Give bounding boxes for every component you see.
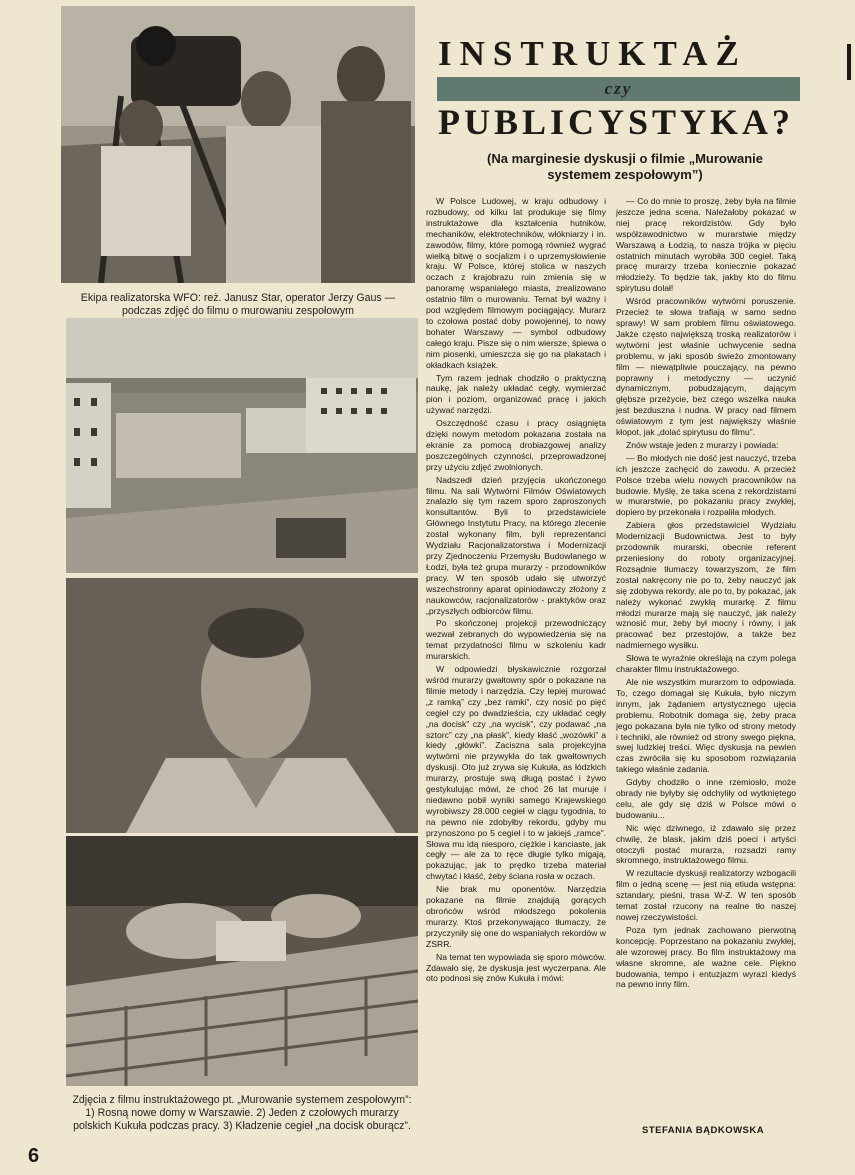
headline-connector: czy (604, 79, 633, 98)
photo-caption-bottom: Zdjęcia z filmu instruktażowego pt. „Murowanie systemem zespołowym”: 1) Rosną nowe domy w Warszawie. 2) Jeden z czołowych murarzy polskich Kukuła podczas pracy. 3) Kładzenie cegieł „na docisk oburącz”. (72, 1094, 412, 1132)
page-number: 6 (28, 1145, 40, 1167)
photo-laying-bricks (66, 836, 418, 1086)
paragraph: W Polsce Ludowej, w kraju odbudowy i rozbudowy, od kilku lat produkuje się filmy instruktażowe dla kształcenia hutników, mechaników, elektrotechników, włókniarzy i in. zawodów, filmy, które pomogą również wygrać wielką bitwę o socjalizm i o uprzemysłowienie kraju. W Polsce, której stolica w naszych oczach z krajobrazu ruin zmienia się w panoramę wspaniałego miasta, zrealizowano ostatnio film o murowaniu. Temat był ważny i pod względem filmowym pociągający. Murarz to czołowa postać doby powojennej, to nowy bohater Warszawy — symbol odbudowy całego kraju. Pisze się o nim wiersze, śpiewa o nim piosenki, umieszcza się go na plakatach i okładkach książek. (426, 196, 606, 370)
photo-bricklayer-kukula (66, 578, 418, 833)
paragraph: Nie brak mu oponentów. Narzędzia pokazane na filmie znajdują gorących obrońców wśród młodszego pokolenia murarzy. Ktoś przekonywająco tłumaczy, że przyczyniły się one do wspaniałych rekordów w ZSRR. (426, 884, 606, 949)
photo-warsaw-buildings (66, 318, 418, 573)
article-column-2 (616, 196, 796, 1136)
headline-connector-band (437, 77, 800, 101)
paragraph: Oszczędność czasu i pracy osiągnięta dzięki nowym metodom pokazana została na ekranie za pomocą drobiazgowej analizy poszczególnych czynności, przeprowadzonej przy użyciu zdjęć zwolnionych. (426, 418, 606, 472)
article-author: STEFANIA BĄDKOWSKA (642, 1125, 765, 1136)
paragraph: Tym razem jednak chodziło o praktyczną naukę, jak należy układać cegły, wymierzać pion i poziom, organizować pracę i jakich używać narzędzi. (426, 372, 606, 416)
page-edge-bar (847, 44, 851, 80)
photo-caption-top: Ekipa realizatorska WFO: reż. Janusz Star, operator Jerzy Gaus — podczas zdjęć do filmu o murowaniu zespołowym (80, 292, 396, 317)
paragraph: W odpowiedzi błyskawicznie rozgorzał wśród murarzy gwałtowny spór o pokazane na filmie metody i narzędzia. Czy lepiej murować „z ramką” czy „bez ramki”, czy nosić po pięć cegieł czy po dwadzieścia, czy układać cegły „na docisk” czy „na wycisk”, czy podawać „na sztorc” czy „na płask”, kiedy kłaść „wozówki” a kiedy „główki”. Zaciszna sala projekcyjna wytwórni nie przywykła do tak gwałtownych dyskusji. Oto już zrywa się Kukuła, as łódzkich murarzy, prostuje swą długą postać i żywo gestykulując mówi, że choć 26 lat muruje i niedawno pobił wyniki samego Krajewskiego wyrobiwszy 28.000 cegieł w ciągu tygodnia, to na pewno nie zdobyłby rekordu, gdyby mu przynoszono po 5 cegieł i to w jakiejś „ramce”. Słowa mu idą niesporo, ciężkie i kanciaste, jak cegły — ale za to ręce długie tylko migają, pokazując, jak to prędko trzeba materiał chwytać i kłaść, żeby ściana rosła w oczach. (426, 664, 606, 882)
paragraph: Gdyby chodziło o inne rzemiosło, może obrady nie byłyby się odchyliły od wytkniętego celu, ale gdy się dziś w Polsce mówi o budowaniu... (616, 777, 796, 820)
paragraph: Po skończonej projekcji przewodniczący wezwał zebranych do wypowiedzenia się na temat przydatności filmu w szkoleniu kadr murarskich. (426, 618, 606, 662)
headline-line-2: PUBLICYSTYKA? (438, 102, 795, 142)
paragraph: Znów wstaje jeden z murarzy i powiada: (626, 439, 779, 450)
paragraph: Na temat ten wypowiada się sporo mówców. Zdawało się, że dyskusja jest wyczerpana. Ale oto podnosi się znów Kukuła i mówi: (426, 951, 606, 984)
paragraph: Nic więc dziwnego, iż zdawało się przez chwilę, że blask, jakim dziś poeci i artyści otoczyli postać murarza, rozsadzi ramy skromnego, instruktażowego filmu. (616, 822, 796, 866)
paragraph: W rezultacie dyskusji realizatorzy wzbogacili film o jedną scenę — jest nią etiuda wstępna: sztandary, pieśni, trasa W-Z. W ten sposób temat został rzucony na realne tło naszej nowej rzeczywistości. (616, 868, 796, 922)
headline-line-1: INSTRUKTAŻ (438, 34, 747, 73)
paragraph: Nadszedł dzień przyjęcia ukończonego filmu. Na sali Wytwórni Filmów Oświatowych znalazło się tym razem sporo zaproszonych konsultantów. Byli to przedstawiciele Głównego Instytutu Pracy, na którego zlecenie został wykonany film, byli reprezentanci Wydziału Racjonalizatorstwa i Modernizacji przy Zjednoczeniu Przemysłu Budowlanego w Łodzi, była też grupa murarzy - przodowników pracy. W ten sposób udało się utworzyć wszechstronny aparat opiniodawczy złożony z naukowców, racjonalizatorów - praktyków oraz „przyszłych odbiorców filmu. (426, 474, 606, 616)
article-column-1 (426, 196, 606, 1126)
paragraph: Słowa te wyraźnie określają na czym polega charakter filmu instruktażowego. (616, 653, 796, 675)
paragraph: — Co do mnie to proszę, żeby była na filmie jeszcze jedna scena. Należałoby pokazać w niej pracę rekordzistów. Gdy było współzawodnictwo w murarstwie między Warszawą a Łodzią, to nasza trójka w pięciu ostatnich minutach wyrobiła 300 cegieł. Taką pracę murarzy trzeba koniecznie pokazać młodzieży. To będzie tak, jakby kto do filmu spirytusu dolał! (616, 196, 796, 294)
photo-film-crew (61, 6, 415, 283)
paragraph: Ale nie wszystkim murarzom to odpowiada. To, czego domagał się Kukuła, było niczym innym, jak żądaniem artystycznego ujęcia problemu. Robotnik domaga się, żeby praca jego pokazana była nie tylko od strony metody i techniki, ale również od strony swego piękna, swej ludzkiej treści. Więc dyskusja na pewien czas zwróciła się ku sposobom rozwiązania takiego właśnie zadania. (616, 676, 796, 775)
paragraph: Wśród pracowników wytwórni poruszenie. Przecież te słowa trafiają w samo sedno sprawy! W sam problem filmu oświatowego. Jakże często największą troską realizatorów i wytwórni jest właśnie uchwycenie sedna problemu, w jaki sposób świeżo zmontowany film — niewątpliwie pouczający, na pewno poprawny i metodyczny — uczynić dynamicznym, pobudzającym, dającym głębsze przeżycie, bez czego wszelka nauka jest bezduszna i nudna. W pracy nad filmem oświatowym z tym jest największy właśnie kłopot, jak „dolać spirytusu do filmu”. (616, 296, 796, 438)
paragraph: Zabiera głos przedstawiciel Wydziału Modernizacji Budownictwa. Jest to były przodownik murarski, obecnie referent przeniesiony do roboty organizacyjnej. Rozsądnie tłumaczy towarzyszom, że film został nakręcony nie po to, żeby nauczyć jak się zdobywa rekordy, ale po to, by pokazać, jak należy wykonać zwykłą murarkę. Z filmu młodzi murarze mają się nauczyć, jak należy wznosić mur, żeby był mocny i równy, i jak pracować bez przestojów, a także bez nadmiernego wysiłku. (616, 520, 796, 651)
paragraph: Poza tym jednak zachowano pierwotną koncepcję. Poprzestano na pokazaniu zwykłej, ale wzorowej pracy. Bo film instruktażowy ma własne skromne, ale ważne cele. Piękno budowania, tempo i entuzjazm wyrazi kiedyś na pewno inny film. (616, 924, 796, 990)
paragraph: — Bo młodych nie dość jest nauczyć, trzeba ich jeszcze zachęcić do zawodu. A przecież Polsce trzeba wielu nowych pracowników na budowie. Myślę, że taka scena z rekordzistami w murarstwie, po pokazaniu pracy zwykłej, dopiero by przekonała i rozpaliła młodych. (616, 452, 796, 518)
article-subtitle: (Na marginesie dyskusji o filmie „Murowanie systemem zespołowym”) (487, 151, 763, 182)
